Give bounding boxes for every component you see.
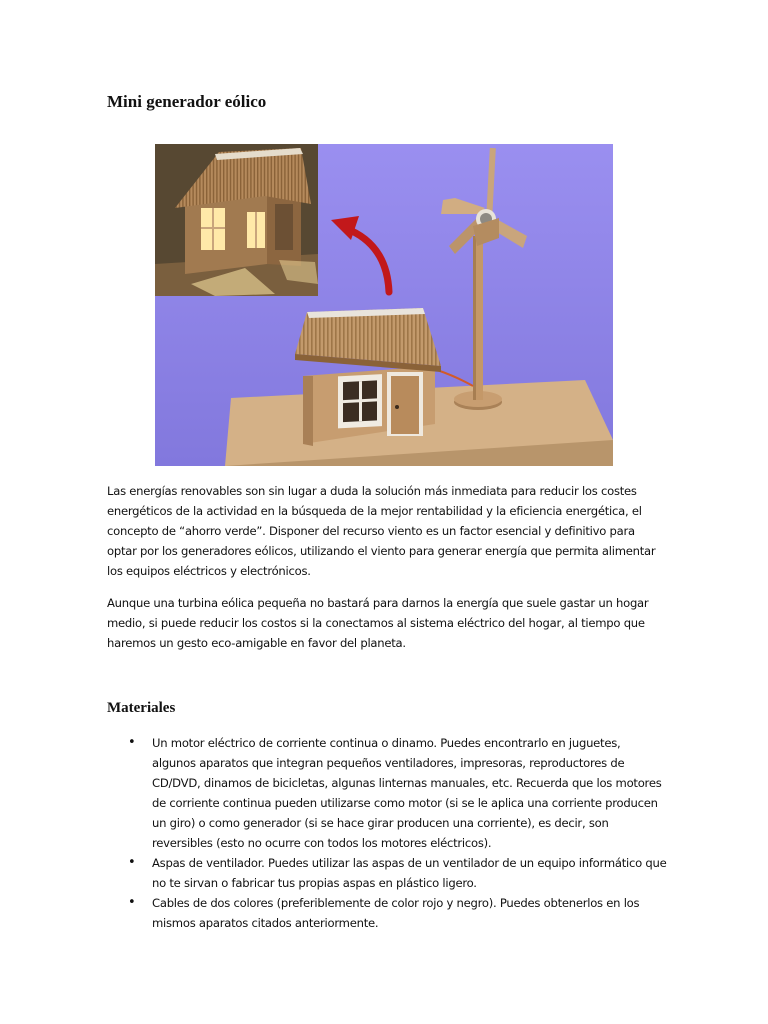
list-item-text: Aspas de ventilador. Puedes utilizar las aspas de un ventilador de un equipo informático que no te sirvan o fabricar tus propias aspas en plástico ligero.: [152, 856, 667, 890]
inset-photo: [155, 144, 318, 296]
list-item: [107, 893, 667, 933]
second-paragraph: Aunque una turbina eólica pequeña no bastará para darnos la energía que suele gastar un hogar medio, si puede reducir los costos si la conectamos al sistema eléctrico del hogar, al tiempo que haremos un gesto eco-amigable en favor del planeta.: [107, 596, 649, 650]
materials-list: [107, 733, 667, 933]
intro-paragraph: Las energías renovables son sin lugar a duda la solución más inmediata para reducir los costes energéticos de la actividad en la búsqueda de la mejor rentabilidad y la eficiencia energética, el concepto de “ahorro verde”. Disponer del recurso viento es un factor esencial y definitivo para optar por los generadores eólicos, utilizando el viento para generar energía que permita alimentar los equipos eléctricos y electrónicos.: [107, 484, 656, 578]
list-item-text: Un motor eléctrico de corriente continua o dinamo. Puedes encontrarlo en juguetes, algunos aparatos que integran pequeños ventiladores, impresoras, reproductores de CD/DVD, dinamos de bicicletas, algunas linternas manuales, etc. Recuerda que los motores de corriente continua pueden utilizarse como motor (si se le aplica una corriente producen un giro) o como generador (si se hace girar producen una corriente), es decir, son reversibles (esto no ocurre con todos los motores eléctricos).: [152, 736, 662, 850]
list-item: [107, 733, 667, 853]
list-item: [107, 853, 667, 893]
photo-illustration: [155, 144, 613, 466]
wind-generator-photo: [155, 144, 613, 466]
bullet-icon: •: [128, 735, 136, 750]
bullet-icon: •: [128, 855, 136, 870]
materials-heading: Materiales: [107, 700, 176, 716]
document-title: Mini generador eólico: [107, 92, 267, 111]
list-item-text: Cables de dos colores (preferiblemente de color rojo y negro). Puedes obtenerlos en los mismos aparatos citados anteriormente.: [152, 896, 640, 930]
bullet-icon: •: [128, 895, 136, 910]
cardboard-house: [295, 308, 441, 446]
